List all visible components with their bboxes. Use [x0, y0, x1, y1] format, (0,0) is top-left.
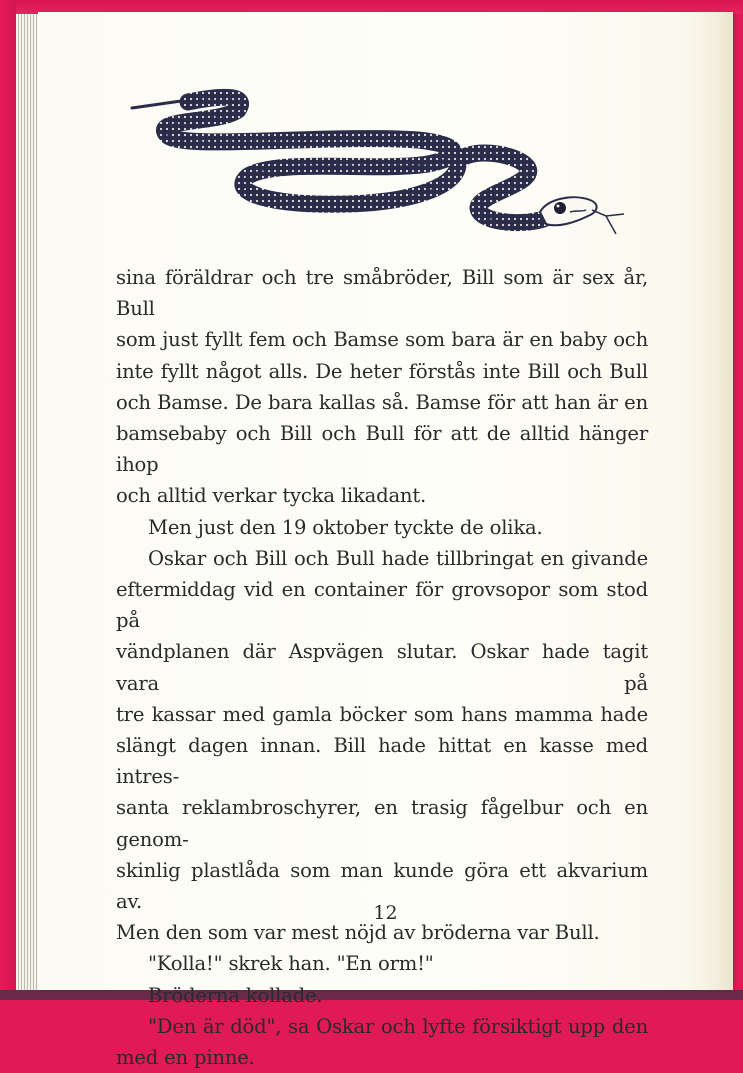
- paragraph-4: [116, 948, 648, 979]
- text-line: santa reklambroschyrer, en trasig fågelbur och en genom-: [116, 796, 648, 851]
- text-line: och alltid verkar tycka likadant.: [116, 484, 427, 508]
- snake-illustration-icon: [128, 84, 648, 254]
- text-line: "Den är död", sa Oskar och lyfte försiktigt upp den: [148, 1014, 648, 1038]
- text-line: som just fyllt fem och Bamse som bara är en baby och: [116, 328, 648, 352]
- book-page: [38, 12, 733, 1070]
- text-line: tre kassar med gamla böcker som hans mamma hade: [116, 702, 648, 726]
- paragraph-6: [116, 1011, 648, 1073]
- page-number: 12: [373, 902, 398, 924]
- text-line: inte fyllt något alls. De heter förstås inte Bill och Bull: [116, 359, 648, 383]
- text-line: med en pinne.: [116, 1046, 255, 1070]
- body-text: [116, 262, 648, 1073]
- text-line: Men den som var mest nöjd av bröderna var Bull.: [116, 921, 600, 945]
- paragraph-1: [116, 262, 648, 512]
- text-line: vändplanen där Aspvägen slutar. Oskar hade tagit vara på: [116, 640, 648, 695]
- paragraph-3: [116, 543, 648, 949]
- text-line: slängt dagen innan. Bill hade hittat en kasse med intres-: [116, 734, 648, 789]
- paragraph-5: [116, 980, 648, 1011]
- paragraph-2: [116, 512, 648, 543]
- text-line: Men just den 19 oktober tyckte de olika.: [148, 515, 543, 539]
- text-line: "Kolla!" skrek han. "En orm!": [148, 952, 434, 976]
- page-gutter-shade: [715, 12, 733, 990]
- text-line: Bröderna kollade.: [148, 983, 323, 1007]
- text-line: Oskar och Bill och Bull hade tillbringat en givande: [148, 546, 648, 570]
- page-stack-edges: [16, 14, 40, 990]
- text-line: bamsebaby och Bill och Bull för att de alltid hänger ihop: [116, 422, 648, 477]
- text-line: eftermiddag vid en container för grovsopor som stod på: [116, 578, 648, 633]
- text-line: sina föräldrar och tre småbröder, Bill som är sex år, Bull: [116, 266, 648, 321]
- text-line: skinlig plastlåda som man kunde göra ett akvarium av.: [116, 858, 648, 914]
- text-line: och Bamse. De bara kallas så. Bamse för att han är en: [116, 390, 648, 414]
- book-cover-left-edge: [0, 0, 16, 1000]
